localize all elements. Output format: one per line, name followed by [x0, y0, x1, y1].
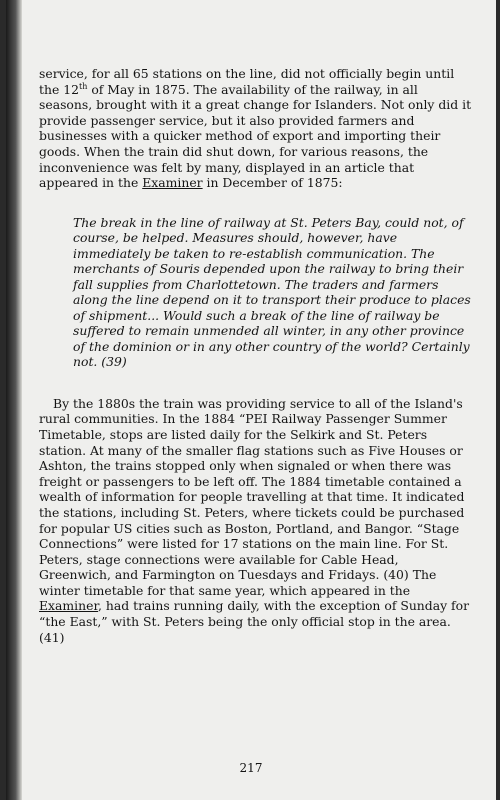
paragraph-3: By the 1880s the train was providing service to all of the Island's rural communities. In the 1884 “PEI Railway Passenger Summer Timetable, stops are listed daily for the Selkirk and St. Peters station. At many of the smaller flag stations such as Five Houses or Ashton, the trains stopped only when signaled or when there was freight or passengers to be left off. The 1884 timetable contained a wealth of information for people travelling at that time. It indicated the stations, including St. Peters, where tickets could be purchased for popular US cities such as Boston, Portland, and Bangor. “Stage Connections” were listed for 17 stations on the main line. For St. Peters, stage connections were available for Cable Head, Greenwich, and Farmington on Tuesdays and Fridays. (40) The winter timetable for that same year, which appeared in the Examiner, had trains running daily, with the exception of Sunday for “the East,” with St. Peters being the only official stop in the area. (41) — [39, 395, 470, 645]
paragraph-1: service, for all 65 stations on the line, did not officially begin until the 12th of May in 1875. The availability of the railway, in all seasons, brought with it a great change for Islanders. Not only did it provide passenger service, but it also provided farmers and businesses with a quicker method of export and importing their goods. When the train did shut down, for various reasons, the inconvenience was felt by many, displayed in an article that appeared in the Examiner in December of 1875: — [39, 66, 472, 191]
page-text — [39, 66, 472, 645]
book-spine-shadow — [6, 0, 22, 800]
page-number: 217 — [239, 761, 263, 775]
book-page — [6, 0, 496, 800]
newspaper-title: Examiner — [142, 175, 203, 191]
block-quote: The break in the line of railway at St. Peters Bay, could not, of course, be helped. Measures should, however, have immediately be taken to re-establish communication. The merchants of Souris depended upon the railway to bring their fall supplies from Charlottetown. The traders and farmers along the line depend on it to transport their produce to places of shipment... Would such a break of the line of railway be suffered to remain unmended all winter, in any other province of the dominion or in any other country of the world? Certainly not. (39) — [73, 214, 471, 370]
newspaper-title: Examiner — [39, 598, 99, 614]
